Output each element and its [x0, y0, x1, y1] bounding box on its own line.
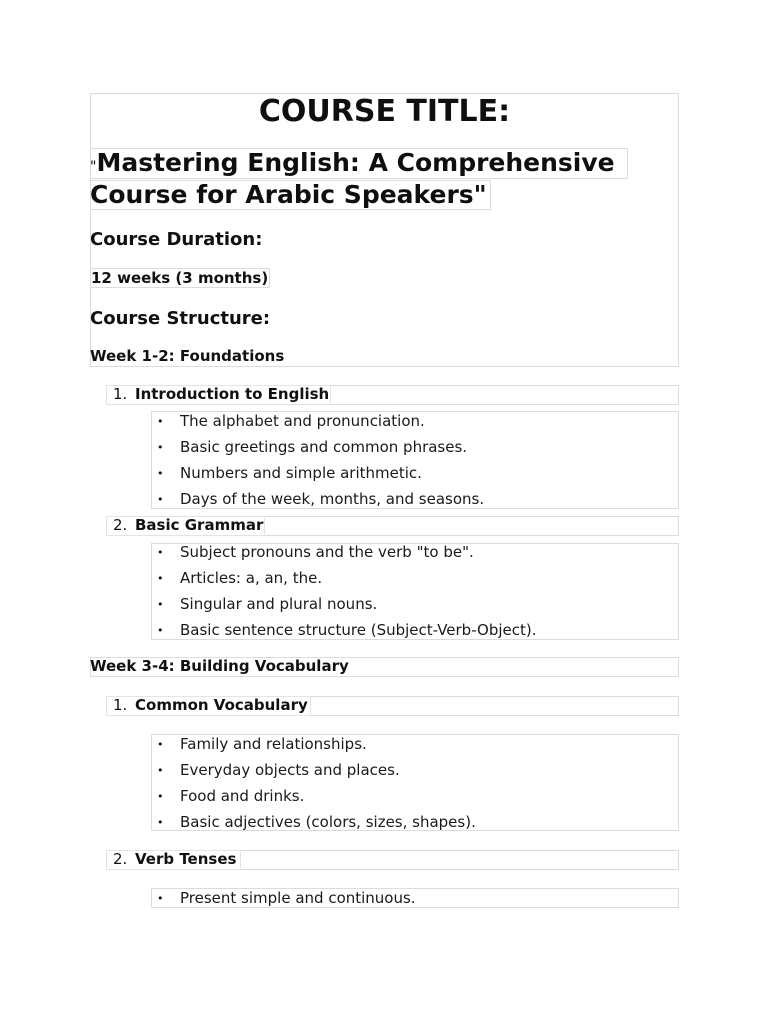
list-item: Subject pronouns and the verb "to be". [180, 543, 474, 561]
list-item: Numbers and simple arithmetic. [180, 464, 422, 482]
list-item: Food and drinks. [180, 787, 305, 805]
list-item: Basic adjectives (colors, sizes, shapes). [180, 813, 476, 831]
topic-title: Common Vocabulary [135, 696, 308, 714]
topic-number: 2. [113, 516, 128, 534]
bullet-icon: • [157, 493, 164, 506]
bullet-icon: • [157, 546, 164, 559]
bullet-icon: • [157, 441, 164, 454]
duration-heading: Course Duration: [90, 229, 263, 250]
course-name-line2: Course for Arabic Speakers" [90, 180, 487, 209]
bullet-icon: • [157, 598, 164, 611]
list-item: Days of the week, months, and seasons. [180, 490, 485, 508]
topic-number: 2. [113, 850, 128, 868]
bullet-icon: • [157, 572, 164, 585]
bullet-icon: • [157, 624, 164, 637]
bullet-icon: • [157, 467, 164, 480]
page-title: COURSE TITLE: [258, 94, 511, 129]
week-title: Week 1-2: Foundations [90, 347, 285, 365]
bullet-icon: • [157, 892, 164, 905]
topic-number: 1. [113, 696, 128, 714]
list-item: Family and relationships. [180, 735, 367, 753]
bullet-icon: • [157, 790, 164, 803]
list-item: Basic sentence structure (Subject-Verb-Object). [180, 621, 537, 639]
list-item: Present simple and continuous. [180, 889, 416, 907]
structure-heading: Course Structure: [90, 308, 271, 329]
bullet-icon: • [157, 764, 164, 777]
list-item: Articles: a, an, the. [180, 569, 323, 587]
bullet-icon: • [157, 816, 164, 829]
week-title: Week 3-4: Building Vocabulary [90, 657, 349, 675]
bullet-icon: • [157, 738, 164, 751]
list-item: Singular and plural nouns. [180, 595, 378, 613]
list-item: Everyday objects and places. [180, 761, 400, 779]
topic-title: Verb Tenses [135, 850, 237, 868]
topic-number: 1. [113, 385, 128, 403]
open-quote: " [90, 159, 97, 175]
course-name-line1: "Mastering English: A Comprehensive [90, 148, 615, 177]
list-item: Basic greetings and common phrases. [180, 438, 468, 456]
duration-value: 12 weeks (3 months) [91, 269, 269, 287]
bullet-icon: • [157, 415, 164, 428]
list-item: The alphabet and pronunciation. [180, 412, 425, 430]
topic-title: Basic Grammar [135, 516, 264, 534]
topic-title: Introduction to English [135, 385, 330, 403]
